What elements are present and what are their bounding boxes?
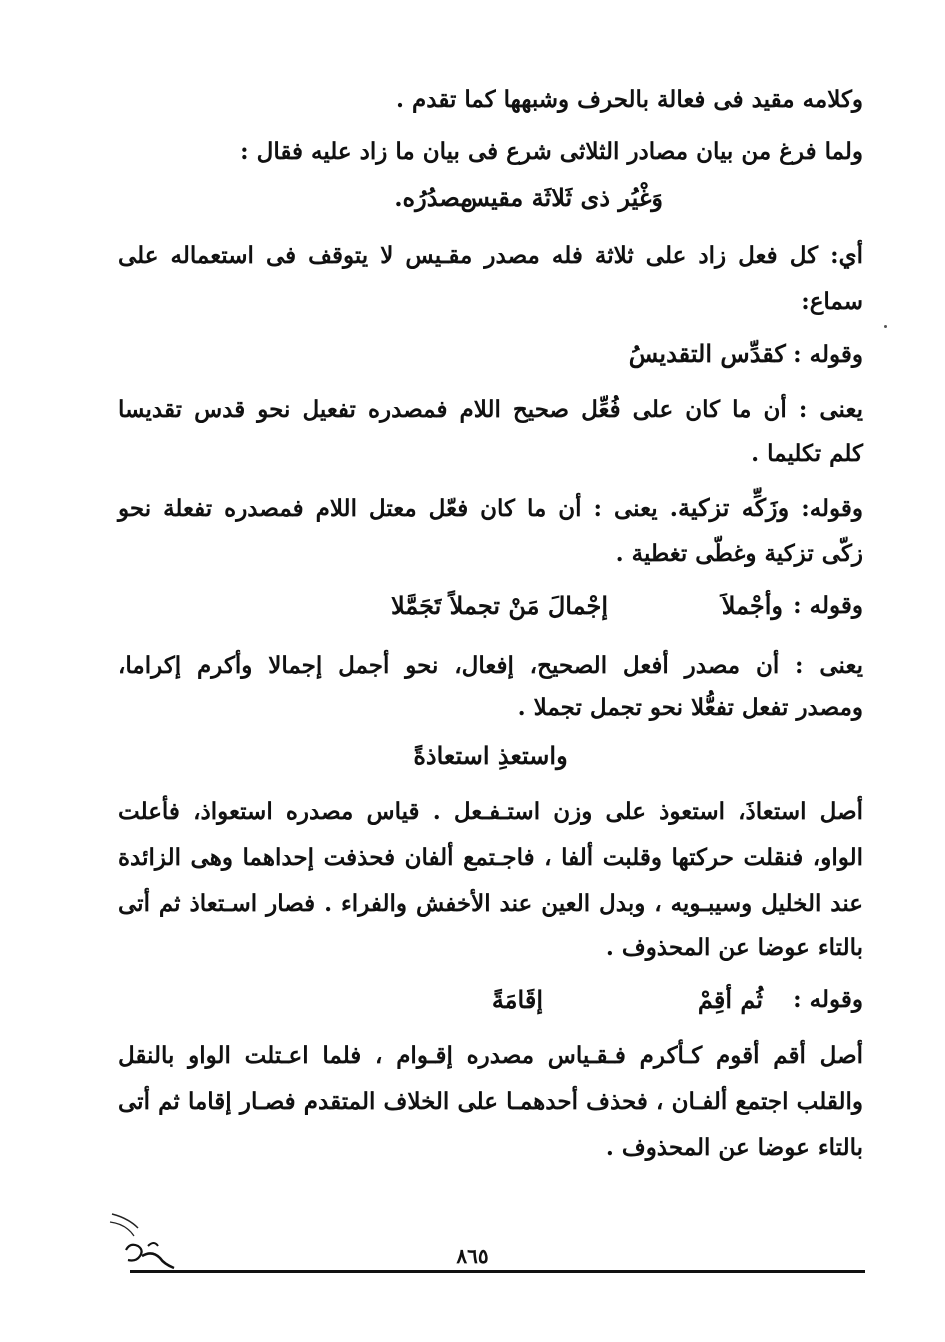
paragraph-line: زكّى تزكية وغطّى تغطية . (615, 540, 863, 567)
paragraph-line: كلم تكليما . (751, 440, 863, 467)
verse-part: ثُم أقِمْ (697, 985, 763, 1014)
paragraph-line: بالتاء عوضا عن المحذوف . (605, 1134, 863, 1161)
paragraph-line: بالتاء عوضا عن المحذوف . (605, 934, 863, 961)
quote-verse: وزَكِّه تزكية. (669, 493, 790, 522)
margin-mark (884, 325, 887, 328)
paragraph-line: ومصدر تفعل تفعُّلا نحو تجمل تجملا . (517, 694, 863, 721)
page-number: ٨٦٥ (456, 1244, 489, 1268)
quote-verse: كقدِّس التقديسُ (628, 339, 786, 368)
paragraph-line: أصل استعاذَ، استعوذ على وزن استـفـعل . قياس مصدره استعواذ، فأعلت (118, 798, 863, 825)
verse-line (118, 183, 863, 216)
quote-text: يعنى : أن ما كان فعّل معتل اللام فمصدره تفعلة نحو (118, 495, 658, 522)
quote-line (118, 591, 863, 624)
quote-line (118, 985, 863, 1018)
quote-line (118, 493, 864, 522)
section-heading: واستعذِ استعاذةً (413, 741, 568, 770)
paragraph-line: الواو، فنقلت حركتها وقلبت ألفا ، فاجـتمع ألفان فحذفت إحداهما وهى الزائدة (118, 844, 863, 871)
paragraph-line: ولما فرغ من بيان مصادر الثلاثى شرع فى بيان ما زاد عليه فقال : (240, 138, 863, 165)
paragraph-line: أي: كل فعل زاد على ثلاثة فله مصدر مقـيس لا يتوقف فى استعماله على (118, 242, 863, 269)
verse-part: مصدُرُه. (394, 183, 473, 212)
quote-label: وقوله: (801, 495, 864, 522)
paragraph-line: عند الخليل وسيبـويه ، وبدل العين عند الأخفش والفراء . فصار اسـتعاذ ثم أتى (118, 890, 863, 917)
quote-label: وقوله : (793, 341, 863, 368)
paragraph-line: وكلامه مقيد فى فعالة بالحرف وشبهها كما تقدم . (396, 86, 863, 113)
quote-line (118, 339, 863, 368)
paragraph-line: والقلب اجتمع ألفـان ، فحذف أحدهمـا على الخلاف المتقدم فصـار إقاما ثم أتى (118, 1088, 863, 1115)
verse-part: وأجْملاَ (721, 591, 783, 620)
verse-part: إقَامَةً (491, 985, 543, 1014)
footer-rule (130, 1270, 865, 1273)
verse-part: إجْمالَ مَنْ تجملاً تَجَمَّلا (390, 591, 608, 620)
paragraph-line: أصل أقم أقوم كـأكرم فـقـياس مصدره إقـوام ، فلما اعـتلت الواو بالنقل (118, 1042, 863, 1069)
paragraph-line: سماع: (801, 288, 863, 315)
paragraph-line: يعنى : أن مصدر أفعل الصحيح، إفعال، نحو أجمل إجمالا وأكرم إكراما، (118, 652, 863, 679)
paragraph-line: يعنى : أن ما كان على فُعِّل صحيح اللام فمصدره تفعيل نحو قدس تقديسا (118, 396, 863, 423)
quote-label: وقوله : (793, 986, 863, 1013)
verse-part: وَغْيُر ذى ثَلاثَة مقيس (460, 183, 663, 212)
quote-label: وقوله : (793, 592, 863, 619)
